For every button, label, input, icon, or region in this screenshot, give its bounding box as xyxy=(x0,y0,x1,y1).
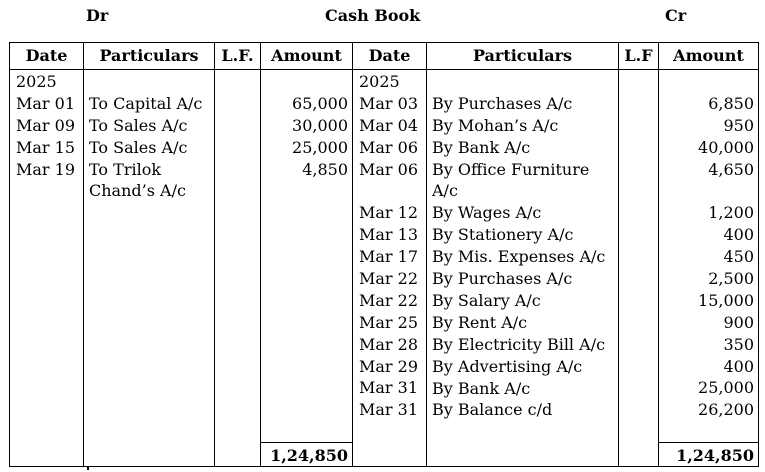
cr-entry-date: Mar 06 xyxy=(359,159,419,179)
cr-lf-column xyxy=(619,70,659,467)
cr-entry-amount: 6,850 xyxy=(708,93,754,113)
cr-date-column xyxy=(353,70,427,467)
cr-entry-particulars: By Salary A/c xyxy=(432,290,541,310)
cr-entry-amount: 40,000 xyxy=(698,137,754,157)
cr-entry-particulars: By Bank A/c xyxy=(432,378,531,398)
dr-year: 2025 xyxy=(16,72,57,91)
dr-entry-date: Mar 01 xyxy=(16,93,76,113)
credit-side-label: Cr xyxy=(665,6,687,25)
cr-entry-particulars: By Purchases A/c xyxy=(432,93,573,113)
cr-entry-date: Mar 04 xyxy=(359,115,419,135)
cr-particulars-column xyxy=(427,70,619,467)
cr-entry-particulars: By Balance c/d xyxy=(432,400,553,420)
cr-entry-amount: 4,650 xyxy=(708,159,754,179)
cr-entry-amount: 26,200 xyxy=(698,400,754,420)
cr-entry-particulars: By Wages A/c xyxy=(432,203,542,223)
cr-entry-date: Mar 17 xyxy=(359,247,419,267)
dr-entry-amount: 65,000 xyxy=(292,93,348,113)
cr-entry-amount: 25,000 xyxy=(698,378,754,398)
cr-entry-date: Mar 22 xyxy=(359,269,419,289)
dr-particulars-header: Particulars xyxy=(84,43,215,70)
cr-entry-amount: 350 xyxy=(723,334,754,354)
dr-total: 1,24,850 xyxy=(261,442,352,466)
cr-entry-particulars: By Mohan’s A/c xyxy=(432,115,559,135)
debit-side-label: Dr xyxy=(86,6,109,25)
cr-entry-particulars: By Stationery A/c xyxy=(432,225,574,245)
cr-entry-date: Mar 22 xyxy=(359,290,419,310)
cr-entry-date: Mar 13 xyxy=(359,225,419,245)
cash-book-table xyxy=(9,42,759,467)
cr-entry-date: Mar 06 xyxy=(359,137,419,157)
dr-amount-column xyxy=(261,70,353,467)
dr-amount-header: Amount xyxy=(261,43,353,70)
cr-total: 1,24,850 xyxy=(659,442,758,466)
cr-entry-amount: 950 xyxy=(723,115,754,135)
dr-entry-particulars: To Trilok Chand’s A/c xyxy=(89,159,186,201)
cr-entry-date: Mar 31 xyxy=(359,378,419,398)
cr-entry-particulars: By Advertising A/c xyxy=(432,356,583,376)
ledger-body-row xyxy=(10,70,759,467)
cr-entry-amount: 2,500 xyxy=(708,269,754,289)
cr-entry-date: Mar 12 xyxy=(359,203,419,223)
cr-entry-amount: 1,200 xyxy=(708,203,754,223)
cr-entry-amount: 450 xyxy=(723,247,754,267)
cr-entry-particulars: By Mis. Expenses A/c xyxy=(432,247,606,267)
cr-entry-date: Mar 31 xyxy=(359,400,419,420)
cr-entry-particulars: By Electricity Bill A/c xyxy=(432,334,606,354)
dr-entry-amount: 25,000 xyxy=(292,137,348,157)
cr-entry-particulars: By Purchases A/c xyxy=(432,269,573,289)
cr-entry-date: Mar 29 xyxy=(359,356,419,376)
dr-date-column xyxy=(10,70,84,467)
cr-entry-date: Mar 25 xyxy=(359,312,419,332)
cr-entry-amount: 400 xyxy=(723,356,754,376)
cr-year: 2025 xyxy=(359,72,400,91)
dr-entry-amount: 30,000 xyxy=(292,115,348,135)
cr-date-header: Date xyxy=(353,43,427,70)
header-row xyxy=(10,43,759,70)
dr-date-header: Date xyxy=(10,43,84,70)
cr-entry-particulars: By Rent A/c xyxy=(432,312,528,332)
dr-entry-amount: 4,850 xyxy=(302,159,348,179)
dr-lf-header: L.F. xyxy=(215,43,261,70)
cr-entry-amount: 900 xyxy=(723,312,754,332)
cr-particulars-header: Particulars xyxy=(427,43,619,70)
cr-amount-column xyxy=(659,70,759,467)
cr-lf-header: L.F xyxy=(619,43,659,70)
stray-mark xyxy=(87,466,89,470)
cr-entry-amount: 15,000 xyxy=(698,290,754,310)
dr-entry-particulars: To Sales A/c xyxy=(89,115,188,135)
dr-entry-date: Mar 09 xyxy=(16,115,76,135)
cr-entry-particulars: By Bank A/c xyxy=(432,137,531,157)
page-title: Cash Book xyxy=(325,6,421,25)
cr-entry-date: Mar 03 xyxy=(359,93,419,113)
dr-entry-date: Mar 15 xyxy=(16,137,76,157)
cr-entry-particulars: By Office Furniture A/c xyxy=(432,159,590,201)
dr-entry-particulars: To Sales A/c xyxy=(89,137,188,157)
cr-entry-date: Mar 28 xyxy=(359,334,419,354)
dr-lf-column xyxy=(215,70,261,467)
cr-amount-header: Amount xyxy=(659,43,759,70)
dr-entry-particulars: To Capital A/c xyxy=(89,93,203,113)
dr-entry-date: Mar 19 xyxy=(16,159,76,179)
cr-entry-amount: 400 xyxy=(723,225,754,245)
dr-particulars-column xyxy=(84,70,215,467)
